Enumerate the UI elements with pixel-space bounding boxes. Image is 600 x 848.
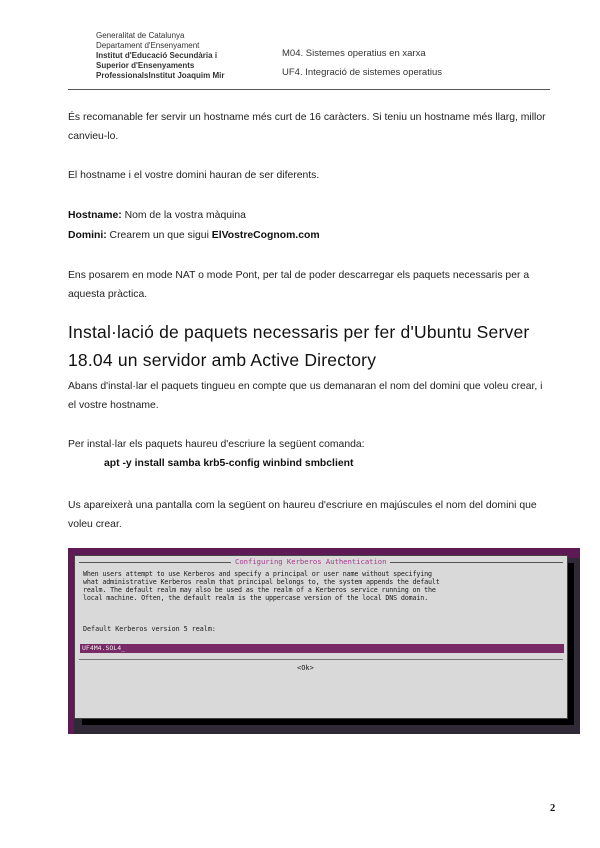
hostname-line — [68, 206, 550, 225]
paragraph-hostname-length: És recomanable fer servir un hostname més curt de 16 caràcters. Si teniu un hostname més llarg, millor canvieu-lo. — [68, 112, 546, 142]
domini-line — [68, 226, 550, 245]
institution-header — [96, 31, 266, 81]
institution-line: Departament d'Ensenyament — [96, 41, 200, 50]
ok-button[interactable]: <Ok> — [297, 664, 314, 672]
header-divider — [68, 89, 550, 90]
paragraph-dialog-note: Us apareixerà una pantalla com la següent on haureu d'escriure en majúscules el nom del domini que voleu crear. — [68, 500, 537, 530]
section-heading: Instal·lació de paquets necessaris per fer d'Ubuntu Server 18.04 un servidor amb Active Directory — [68, 322, 530, 370]
dialog-button-rule — [79, 659, 563, 660]
kerberos-dialog — [74, 555, 568, 719]
paragraph-install-command: Per instal·lar els paquets haureu d'escriure la següent comanda: — [68, 439, 365, 450]
realm-prompt: Default Kerberos version 5 realm: — [83, 625, 216, 633]
paragraph-before-install: Abans d'instal·lar el paquets tingueu en compte que us demanaran el nom del domini que voleu crear, i el vostre hostname. — [68, 381, 543, 411]
institution-line: Generalitat de Catalunya — [96, 31, 185, 40]
domini-label: Domini: — [68, 230, 107, 241]
domini-example: ElVostreCognom.com — [211, 230, 320, 241]
page-number: 2 — [550, 803, 556, 814]
institution-line: Institut d'Educació Secundària i — [96, 51, 218, 60]
institution-line: Superior d'Ensenyaments — [96, 61, 195, 70]
paragraph-hostname-domain: El hostname i el vostre domini hauran de ser diferents. — [68, 170, 320, 181]
dialog-description — [83, 570, 563, 602]
hostname-text: Nom de la vostra màquina — [121, 210, 246, 221]
unit-title: UF4. Integració de sistemes operatius — [282, 67, 442, 78]
dialog-text-line: realm. The default realm may also be used as the realm of a Kerberos service running on the — [83, 586, 436, 594]
hostname-label: Hostname: — [68, 210, 122, 221]
dialog-text-line: local machine. Often, the default realm is the uppercase version of the local DNS domain. — [83, 594, 428, 602]
course-header — [282, 44, 442, 82]
module-title: M04. Sistemes operatius en xarxa — [282, 48, 426, 59]
install-command: apt -y install samba krb5-config winbind smbclient — [104, 458, 354, 469]
dialog-text-line: what administrative Kerberos realm that principal belongs to, the system appends the default — [83, 578, 440, 586]
domini-text: Crearem un que sigui — [106, 230, 212, 241]
institution-line: ProfessionalsInstitut Joaquim Mir — [96, 71, 225, 80]
dialog-title: Configuring Kerberos Authentication — [231, 557, 390, 567]
dialog-text-line: When users attempt to use Kerberos and specify a principal or user name without specifying — [83, 570, 432, 578]
terminal-screenshot — [68, 548, 580, 734]
paragraph-network-mode: Ens posarem en mode NAT o mode Pont, per tal de poder descarregar els paquets necessaris per a aquesta pràctica. — [68, 270, 530, 300]
realm-input[interactable]: UF4M4.SOL4_ — [80, 644, 564, 653]
